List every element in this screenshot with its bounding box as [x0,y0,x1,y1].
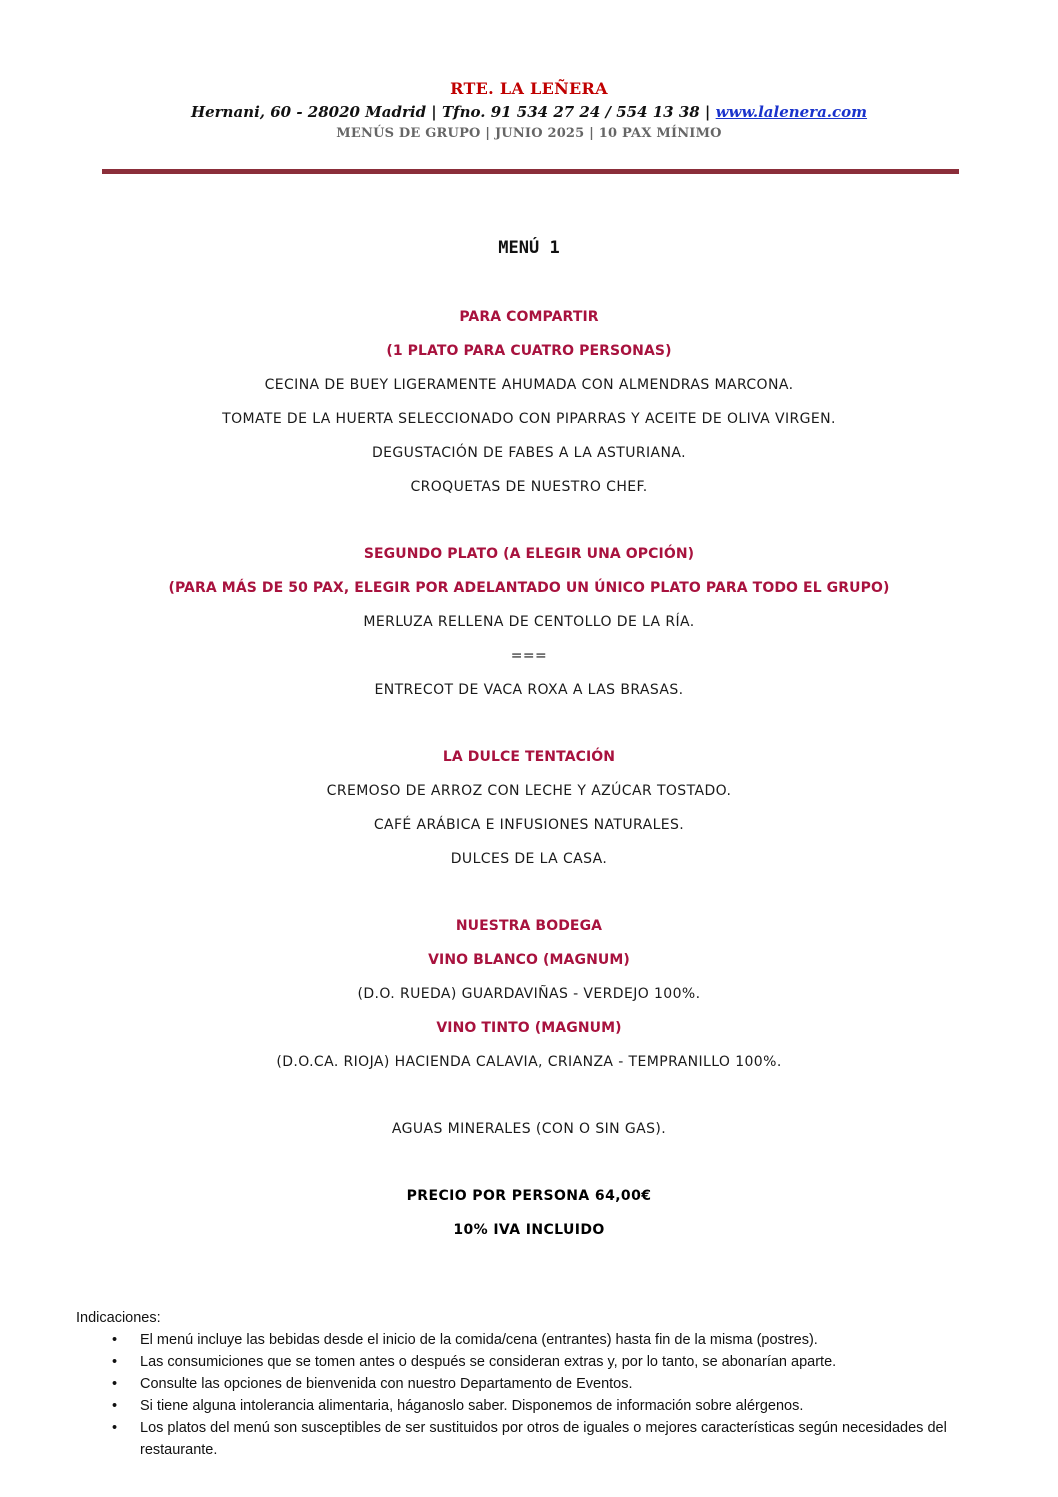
spacer [0,1079,1058,1112]
notes-list [76,1329,986,1461]
website-link[interactable]: www.lalenera.com [715,103,868,121]
bullet-icon: • [112,1420,118,1436]
menu-subtitle: MENÚS DE GRUPO | JUNIO 2025 | 10 PAX MÍNIMO [336,126,722,141]
list-item [76,1395,986,1417]
notes-section [76,1307,986,1461]
dessert-item: CAFÉ ARÁBICA E INFUSIONES NATURALES. [373,817,685,833]
main-option: ENTRECOT DE VACA ROXA A LAS BRASAS. [374,682,684,698]
wine-heading: NUESTRA BODEGA [455,918,603,934]
spacer [0,504,1058,537]
starter-item: CROQUETAS DE NUESTRO CHEF. [410,479,648,495]
restaurant-name: RTE. LA LEÑERA [450,79,608,98]
bullet-icon: • [112,1398,118,1414]
mains-note: (PARA MÁS DE 50 PAX, ELEGIR POR ADELANTADO UN ÚNICO PLATO PARA TODO EL GRUPO) [168,580,890,596]
price-per-person: PRECIO POR PERSONA 64,00€ [406,1188,652,1204]
main-option: MERLUZA RELLENA DE CENTOLLO DE LA RÍA. [363,614,695,630]
address-phone: Hernani, 60 - 28020 Madrid | Tfno. 91 534 27 24 / 554 13 38 | [190,103,716,121]
letterhead [0,78,1058,144]
spacer [0,876,1058,909]
list-item [76,1329,986,1351]
red-wine-heading: VINO TINTO (MAGNUM) [436,1020,622,1036]
menu-title: MENÚ 1 [498,238,560,258]
mains-heading: SEGUNDO PLATO (A ELEGIR UNA OPCIÓN) [363,546,695,562]
note-text: Si tiene alguna intolerancia alimentaria, háganoslo saber. Disponemos de información sobre alérgenos. [140,1398,804,1414]
spacer [0,707,1058,740]
dessert-heading: LA DULCE TENTACIÓN [442,749,616,765]
list-item [76,1373,986,1395]
note-text: Las consumiciones que se tomen antes o después se consideran extras y, por lo tanto, se abonarían aparte. [140,1354,837,1370]
bullet-icon: • [112,1332,118,1348]
red-wine: (D.O.CA. RIOJA) HACIENDA CALAVIA, CRIANZA - TEMPRANILLO 100%. [276,1054,782,1070]
list-item [76,1417,986,1461]
starters-note: (1 PLATO PARA CUATRO PERSONAS) [386,343,672,359]
header-divider [102,169,959,174]
bullet-icon: • [112,1376,118,1392]
starter-item: DEGUSTACIÓN DE FABES A LA ASTURIANA. [372,445,686,461]
dessert-item: DULCES DE LA CASA. [450,851,608,867]
notes-title: Indicaciones: [76,1310,161,1326]
starters-heading: PARA COMPARTIR [459,309,599,325]
menu-body [0,232,1058,1247]
white-wine-heading: VINO BLANCO (MAGNUM) [428,952,630,968]
note-text: Los platos del menú son susceptibles de ser sustituidos por otros de iguales o mejores características según necesidades del restaurante. [140,1420,947,1458]
spacer [0,1146,1058,1179]
water: AGUAS MINERALES (CON O SIN GAS). [391,1121,667,1137]
white-wine: (D.O. RUEDA) GUARDAVIÑAS - VERDEJO 100%. [357,986,701,1002]
bullet-icon: • [112,1354,118,1370]
starter-item: TOMATE DE LA HUERTA SELECCIONADO CON PIPARRAS Y ACEITE DE OLIVA VIRGEN. [222,411,836,427]
tax-note: 10% IVA INCLUIDO [453,1222,605,1238]
note-text: El menú incluye las bebidas desde el inicio de la comida/cena (entrantes) hasta fin de la misma (postres). [140,1332,818,1348]
dessert-item: CREMOSO DE ARROZ CON LECHE Y AZÚCAR TOSTADO. [326,783,732,799]
list-item [76,1351,986,1373]
option-separator: === [510,648,548,664]
starter-item: CECINA DE BUEY LIGERAMENTE AHUMADA CON ALMENDRAS MARCONA. [264,377,794,393]
contact-line [0,100,1058,124]
note-text: Consulte las opciones de bienvenida con nuestro Departamento de Eventos. [140,1376,633,1392]
